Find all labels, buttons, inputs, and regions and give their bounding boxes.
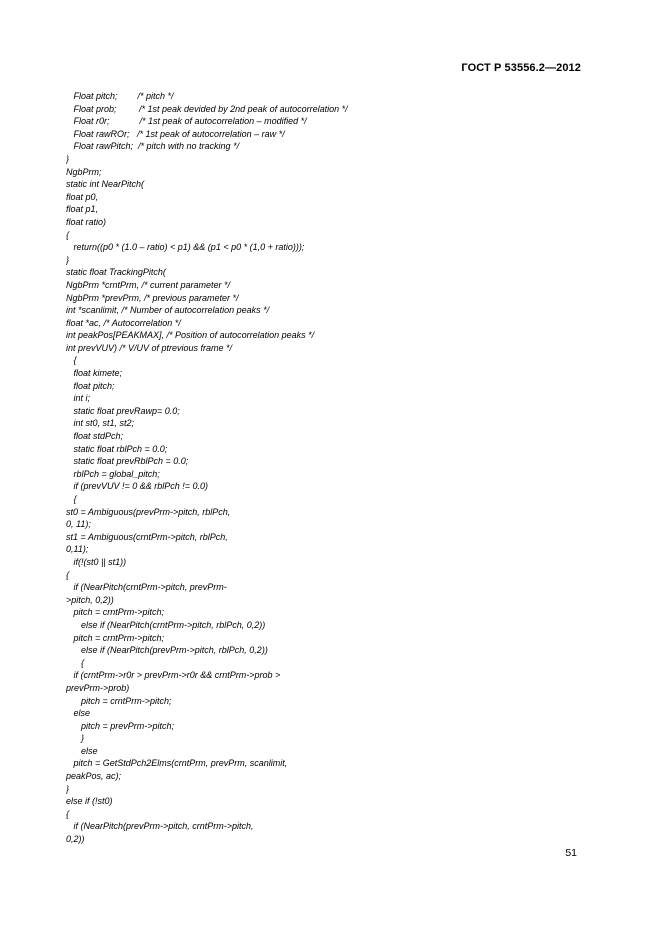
code-line: pitch = crntPrm->pitch;: [66, 695, 172, 706]
code-line: else: [66, 708, 91, 719]
code-line: return((p0 * (1.0 – ratio) < p1) && (p1 < p0 * (1,0 + ratio)));: [66, 242, 305, 253]
code-line: Float rawPitch; /* pitch with no tracking */: [66, 141, 240, 152]
code-line: int prevVUV) /* V/UV of ptrevious frame */: [66, 342, 233, 353]
code-line: static float rblPch = 0.0;: [66, 443, 168, 454]
code-line: {: [66, 569, 70, 580]
code-line: peakPos, ac);: [66, 771, 122, 782]
code-line: Float rawROr; /* 1st peak of autocorrelation – raw */: [66, 128, 285, 139]
code-line: st1 = Ambiguous(crntPrm->pitch, rblPch,: [66, 531, 228, 542]
code-line: float stdPch;: [66, 431, 124, 442]
code-line: pitch = crntPrm->pitch;: [66, 607, 165, 618]
code-line: float ratio): [66, 216, 107, 227]
code-line: }: [66, 153, 70, 164]
code-line: else: [66, 745, 98, 756]
code-line: if(!(st0 || st1)): [66, 556, 127, 567]
code-line: int peakPos[PEAKMAX], /* Position of autocorrelation peaks */: [66, 330, 315, 341]
code-line: prevPrm->prob): [66, 682, 130, 693]
code-line: else if (!st0): [66, 796, 113, 807]
code-line: static float prevRawp= 0.0;: [66, 405, 180, 416]
code-line: if (prevVUV != 0 && rblPch != 0.0): [66, 481, 209, 492]
code-line: rblPch = global_pitch;: [66, 468, 160, 479]
code-line: NgbPrm *crntPrm, /* current parameter */: [66, 279, 231, 290]
page-number: 51: [565, 847, 577, 859]
code-line: {: [66, 808, 70, 819]
code-line: float kimete;: [66, 368, 123, 379]
code-line: float p0,: [66, 191, 99, 202]
code-line: 0,2)): [66, 834, 85, 845]
code-line: }: [66, 733, 85, 744]
code-line: {: [66, 494, 77, 504]
code-line: 0, 11);: [66, 519, 91, 530]
code-listing: [66, 90, 586, 846]
code-line: if (NearPitch(crntPrm->pitch, prevPrm-: [66, 582, 227, 593]
code-line: pitch = prevPrm->pitch;: [66, 720, 175, 731]
code-line: int i;: [66, 393, 91, 404]
code-line: if (NearPitch(prevPrm->pitch, crntPrm->pitch,: [66, 821, 254, 832]
code-line: static int NearPitch(: [66, 179, 145, 190]
code-line: else if (NearPitch(crntPrm->pitch, rblPch, 0,2)): [66, 619, 266, 630]
code-line: {: [66, 355, 77, 366]
code-line: float pitch;: [66, 380, 115, 391]
code-line: }: [66, 783, 70, 794]
code-line: pitch = GetStdPch2Elms(crntPrm, prevPrm, scanlimit,: [66, 758, 288, 769]
code-line: Float pitch; /* pitch */: [66, 91, 174, 101]
code-line: }: [66, 254, 70, 265]
code-line: float p1,: [66, 204, 99, 215]
code-line: int st0, st1, st2;: [66, 418, 135, 429]
code-line: NgbPrm *prevPrm, /* previous parameter */: [66, 292, 239, 303]
code-line: pitch = crntPrm->pitch;: [66, 632, 165, 643]
code-line: >pitch, 0,2)): [66, 594, 114, 605]
code-line: st0 = Ambiguous(prevPrm->pitch, rblPch,: [66, 506, 231, 517]
code-line: else if (NearPitch(prevPrm->pitch, rblPch, 0,2)): [66, 645, 268, 656]
code-line: Float r0r; /* 1st peak of autocorrelation – modified */: [66, 116, 307, 127]
code-line: static float TrackingPitch(: [66, 267, 166, 278]
code-line: 0,11);: [66, 544, 89, 555]
code-line: Float prob; /* 1st peak devided by 2nd peak of autocorrelation */: [66, 103, 348, 114]
standard-designation: ГОСТ Р 53556.2—2012: [461, 62, 581, 74]
code-line: float *ac, /* Autocorrelation */: [66, 317, 181, 328]
code-line: int *scanlimit, /* Number of autocorrelation peaks */: [66, 305, 270, 316]
code-line: if (crntPrm->r0r > prevPrm->r0r && crntPrm->prob >: [66, 670, 281, 681]
code-line: {: [66, 657, 85, 668]
code-line: static float prevRblPch = 0.0;: [66, 456, 189, 467]
code-line: NgbPrm;: [66, 166, 102, 177]
code-line: {: [66, 229, 70, 240]
